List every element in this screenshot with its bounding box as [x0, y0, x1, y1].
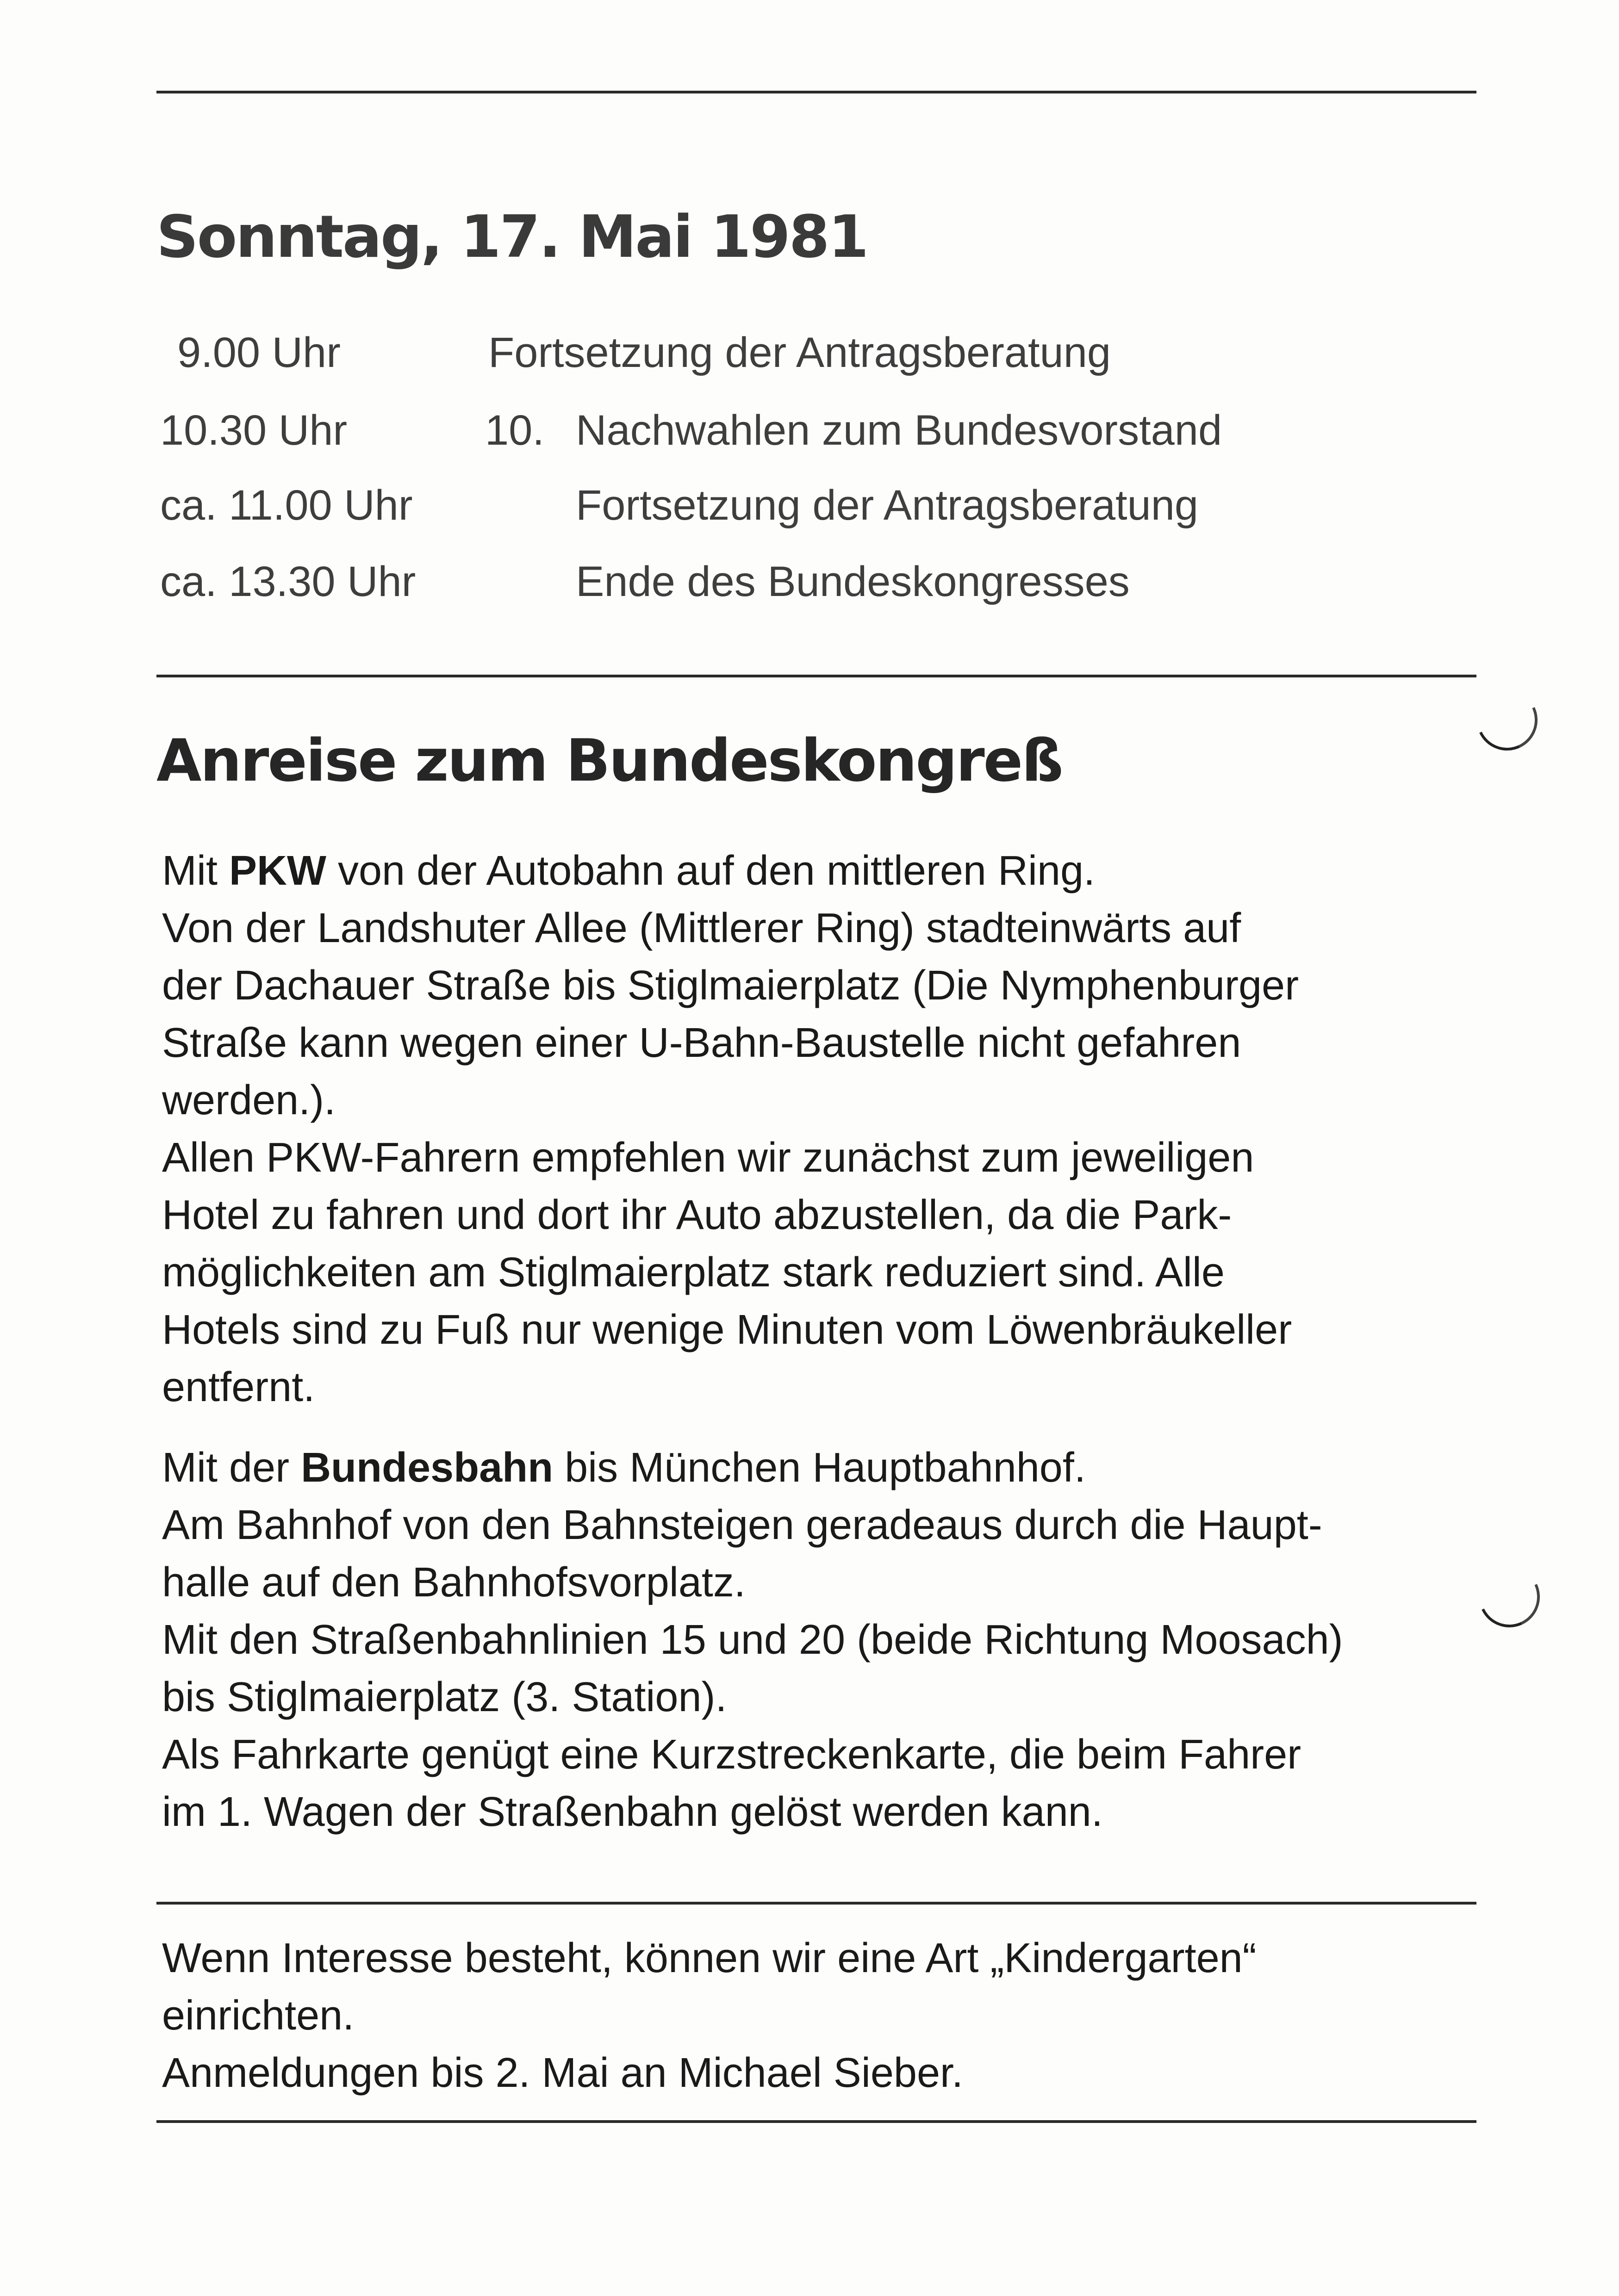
schedule-time: ca. 11.00 Uhr: [160, 482, 413, 529]
agenda-number: 10.: [485, 407, 544, 454]
schedule-title: Sonntag, 17. Mai 1981: [156, 203, 868, 271]
text-line: Von der Landshuter Allee (Mittlerer Ring) stadteinwärts auf: [162, 905, 1241, 951]
text-line: Hotel zu fahren und dort ihr Auto abzustellen, da die Park-: [162, 1192, 1232, 1238]
punch-hole-mark: [1468, 681, 1546, 759]
text-line: einrichten.: [162, 1992, 355, 2039]
text-line: halle auf den Bahnhofsvorplatz.: [162, 1559, 746, 1606]
text-line: Am Bahnhof von den Bahnsteigen geradeaus durch die Haupt-: [162, 1502, 1322, 1548]
kindergarten-notice: [162, 1930, 1257, 2102]
divider-bottom: [156, 2120, 1476, 2123]
bahn-intro-line: Mit der Bundesbahn bis München Hauptbahnhof.: [162, 1445, 1086, 1491]
schedule-text: Fortsetzung der Antragsberatung: [488, 329, 1111, 376]
text-line: der Dachauer Straße bis Stiglmaierplatz (Die Nymphenburger: [162, 962, 1299, 1009]
text-line: Wenn Interesse besteht, können wir eine Art „Kindergarten“: [162, 1935, 1257, 1981]
schedule-time: 10.30 Uhr: [160, 407, 348, 454]
text-line: werden.).: [162, 1077, 336, 1123]
text-line: Straße kann wegen einer U-Bahn-Baustelle nicht gefahren: [162, 1020, 1241, 1066]
divider-top: [156, 91, 1476, 93]
text-line: entfernt.: [162, 1364, 315, 1410]
text-line: im 1. Wagen der Straßenbahn gelöst werden kann.: [162, 1789, 1103, 1835]
text-line: Mit den Straßenbahnlinien 15 und 20 (beide Richtung Moosach): [162, 1617, 1343, 1663]
divider-schedule: [156, 675, 1476, 677]
schedule-time: 9.00 Uhr: [177, 329, 341, 376]
travel-title: Anreise zum Bundeskongreß: [156, 726, 1062, 794]
pkw-intro-line: Mit PKW von der Autobahn auf den mittleren Ring.: [162, 848, 1096, 894]
text-line: Allen PKW-Fahrern empfehlen wir zunächst zum jeweiligen: [162, 1135, 1254, 1181]
divider-travel: [156, 1902, 1476, 1905]
text-line: Hotels sind zu Fuß nur wenige Minuten vom Löwenbräukeller: [162, 1307, 1292, 1353]
schedule-text: Ende des Bundeskongresses: [576, 558, 1130, 605]
schedule-text: Fortsetzung der Antragsberatung: [576, 482, 1199, 529]
punch-hole-mark: [1470, 1558, 1548, 1636]
schedule-text: Nachwahlen zum Bundesvorstand: [576, 407, 1222, 454]
bahn-keyword: Bundesbahn: [301, 1445, 554, 1491]
text-line: bis Stiglmaierplatz (3. Station).: [162, 1674, 727, 1720]
schedule-time: ca. 13.30 Uhr: [160, 558, 416, 605]
pkw-paragraph: [162, 842, 1299, 1416]
text-line: möglichkeiten am Stiglmaierplatz stark reduziert sind. Alle: [162, 1249, 1225, 1296]
text-line: Als Fahrkarte genügt eine Kurzstreckenkarte, die beim Fahrer: [162, 1731, 1301, 1778]
pkw-keyword: PKW: [229, 848, 326, 894]
text-line: Anmeldungen bis 2. Mai an Michael Sieber.: [162, 2050, 964, 2096]
bahn-paragraph: [162, 1439, 1343, 1841]
